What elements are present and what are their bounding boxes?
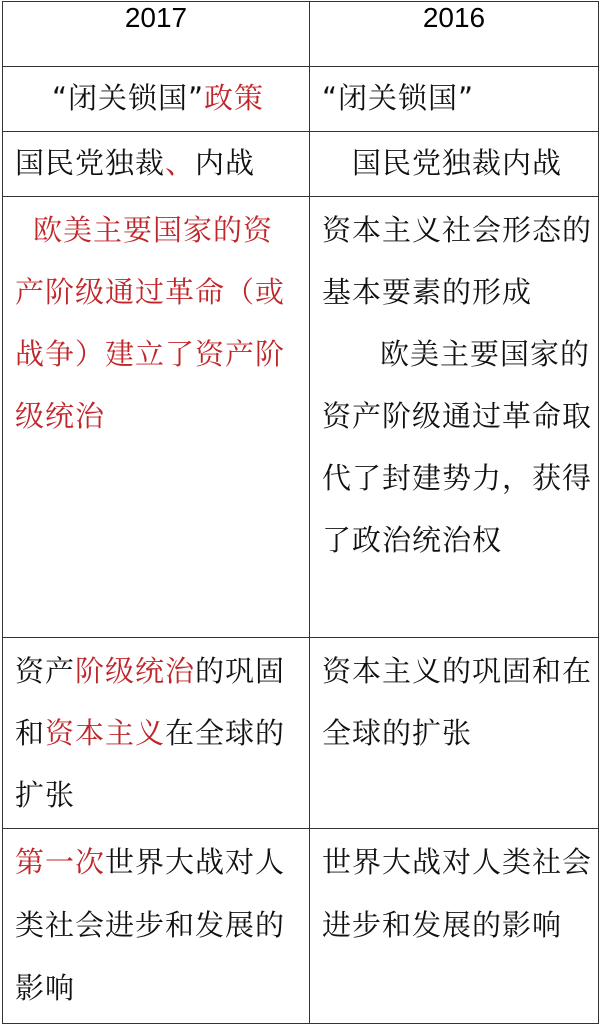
cell-text [310, 132, 598, 194]
cell-2017 [3, 132, 310, 197]
header-row [3, 2, 599, 67]
cell-2017 [3, 67, 310, 132]
text-plain: 在全球的扩张 [15, 716, 286, 812]
text-plain: 世界大战对人类社会进步和发展的影响 [322, 845, 593, 942]
cell-2016 [310, 829, 599, 1024]
table-row [3, 829, 599, 1024]
text-plain: 资本主义的巩固和在全球的扩张 [322, 654, 593, 750]
cell-2016 [310, 67, 599, 132]
text-plain: 的巩固和 [15, 654, 286, 750]
text-highlight: 欧美主要国家的资产阶级通过革命（或战争）建立了资产阶级统治 [15, 213, 286, 433]
text-plain: 资本主义社会形态的基本要素的形成 [322, 213, 593, 309]
cell-text [310, 197, 598, 571]
cell-text [3, 829, 309, 1020]
text-plain: 欧美主要国家的资产阶级通过革命取代了封建势力，获得了政治统治权 [322, 337, 593, 557]
text-highlight: 阶级统治 [75, 654, 196, 688]
comparison-table [2, 1, 599, 1024]
text-plain: 资产 [15, 654, 76, 688]
text-plain: 国民党独裁 [15, 146, 166, 180]
cell-text [310, 638, 598, 764]
cell-2016 [310, 638, 599, 829]
cell-2017 [3, 829, 310, 1024]
cell-text [310, 67, 598, 129]
cell-2017 [3, 197, 310, 638]
text-plain: “闭关锁国” [51, 81, 205, 115]
text-plain: 国民党独裁内战 [351, 146, 562, 180]
header-2016: 2016 [310, 2, 599, 67]
table-row [3, 638, 599, 829]
cell-text [3, 67, 309, 129]
header-2017: 2017 [3, 2, 310, 67]
text-plain: 世界大战对人类社会进步和发展的影响 [15, 845, 286, 1005]
cell-2017 [3, 638, 310, 829]
cell-text [3, 132, 309, 194]
cell-text [3, 197, 309, 447]
cell-text [3, 638, 309, 826]
cell-2016 [310, 197, 599, 638]
text-plain: “闭关锁国” [322, 81, 475, 115]
table-row [3, 197, 599, 638]
table-row [3, 132, 599, 197]
cell-2016 [310, 132, 599, 197]
text-highlight: 资本主义 [45, 716, 166, 750]
text-highlight: 政策 [204, 81, 265, 115]
text-highlight: 第一次 [15, 845, 106, 879]
text-highlight: 、 [165, 146, 196, 180]
text-plain: 内战 [195, 146, 256, 180]
table-row [3, 67, 599, 132]
cell-text [310, 829, 598, 957]
